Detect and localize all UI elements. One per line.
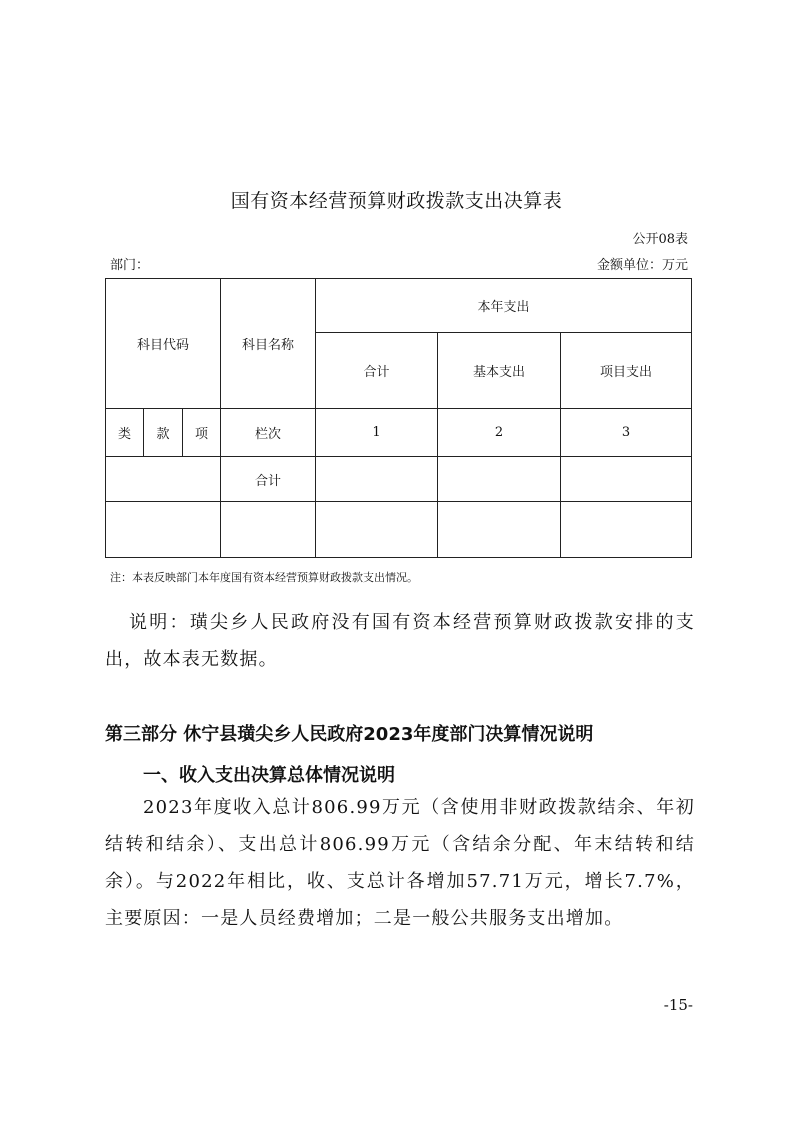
explanation-paragraph: 说明：璜尖乡人民政府没有国有资本经营预算财政拨款安排的支出，故本表无数据。: [105, 612, 695, 670]
sub-header-xiang: 项: [183, 409, 221, 457]
table-title: 国有资本经营预算财政拨款支出决算表: [230, 190, 563, 212]
sub-header-col3: 3: [561, 409, 692, 457]
table-note: 注：本表反映部门本年度国有资本经营预算财政拨款支出情况。: [110, 571, 418, 584]
header-basic: 基本支出: [438, 333, 561, 409]
part-heading: 第三部分 休宁县璜尖乡人民政府2023年度部门决算情况说明: [105, 724, 594, 745]
total-row-code: [106, 457, 221, 502]
empty-row-basic: [438, 502, 561, 558]
form-number: 公开08表: [632, 232, 688, 247]
header-total: 合计: [316, 333, 438, 409]
sub-header-col2: 2: [438, 409, 561, 457]
total-row-project: [561, 457, 692, 502]
department-label: 部门：: [110, 258, 150, 273]
empty-row-total: [316, 502, 438, 558]
section-heading: 一、收入支出决算总体情况说明: [143, 765, 395, 786]
sub-header-kuan: 款: [144, 409, 183, 457]
total-row-total: [316, 457, 438, 502]
empty-row-project: [561, 502, 692, 558]
body-paragraph: 2023年度收入总计806.99万元（含使用非财政拨款结余、年初结转和结余）、支出总计806.99万元（含结余分配、年末结转和结余）。与2022年相比，收、支总计各增加57.71万元，增长7.7%，主要原因：一是人员经费增加；二是一般公共服务支出增加。: [105, 797, 695, 929]
page-number: -15-: [663, 996, 693, 1014]
header-name: 科目名称: [221, 279, 316, 409]
budget-table: [105, 278, 692, 558]
header-code: 科目代码: [106, 279, 221, 409]
empty-row-name: [221, 502, 316, 558]
sub-header-lei: 类: [106, 409, 144, 457]
sub-header-column-no: 栏次: [221, 409, 316, 457]
empty-row-code: [106, 502, 221, 558]
total-row-label: 合计: [221, 457, 316, 502]
total-row-basic: [438, 457, 561, 502]
header-current-year: 本年支出: [316, 279, 692, 333]
sub-header-col1: 1: [316, 409, 438, 457]
unit-label: 金额单位：万元: [596, 258, 688, 273]
header-project: 项目支出: [561, 333, 692, 409]
